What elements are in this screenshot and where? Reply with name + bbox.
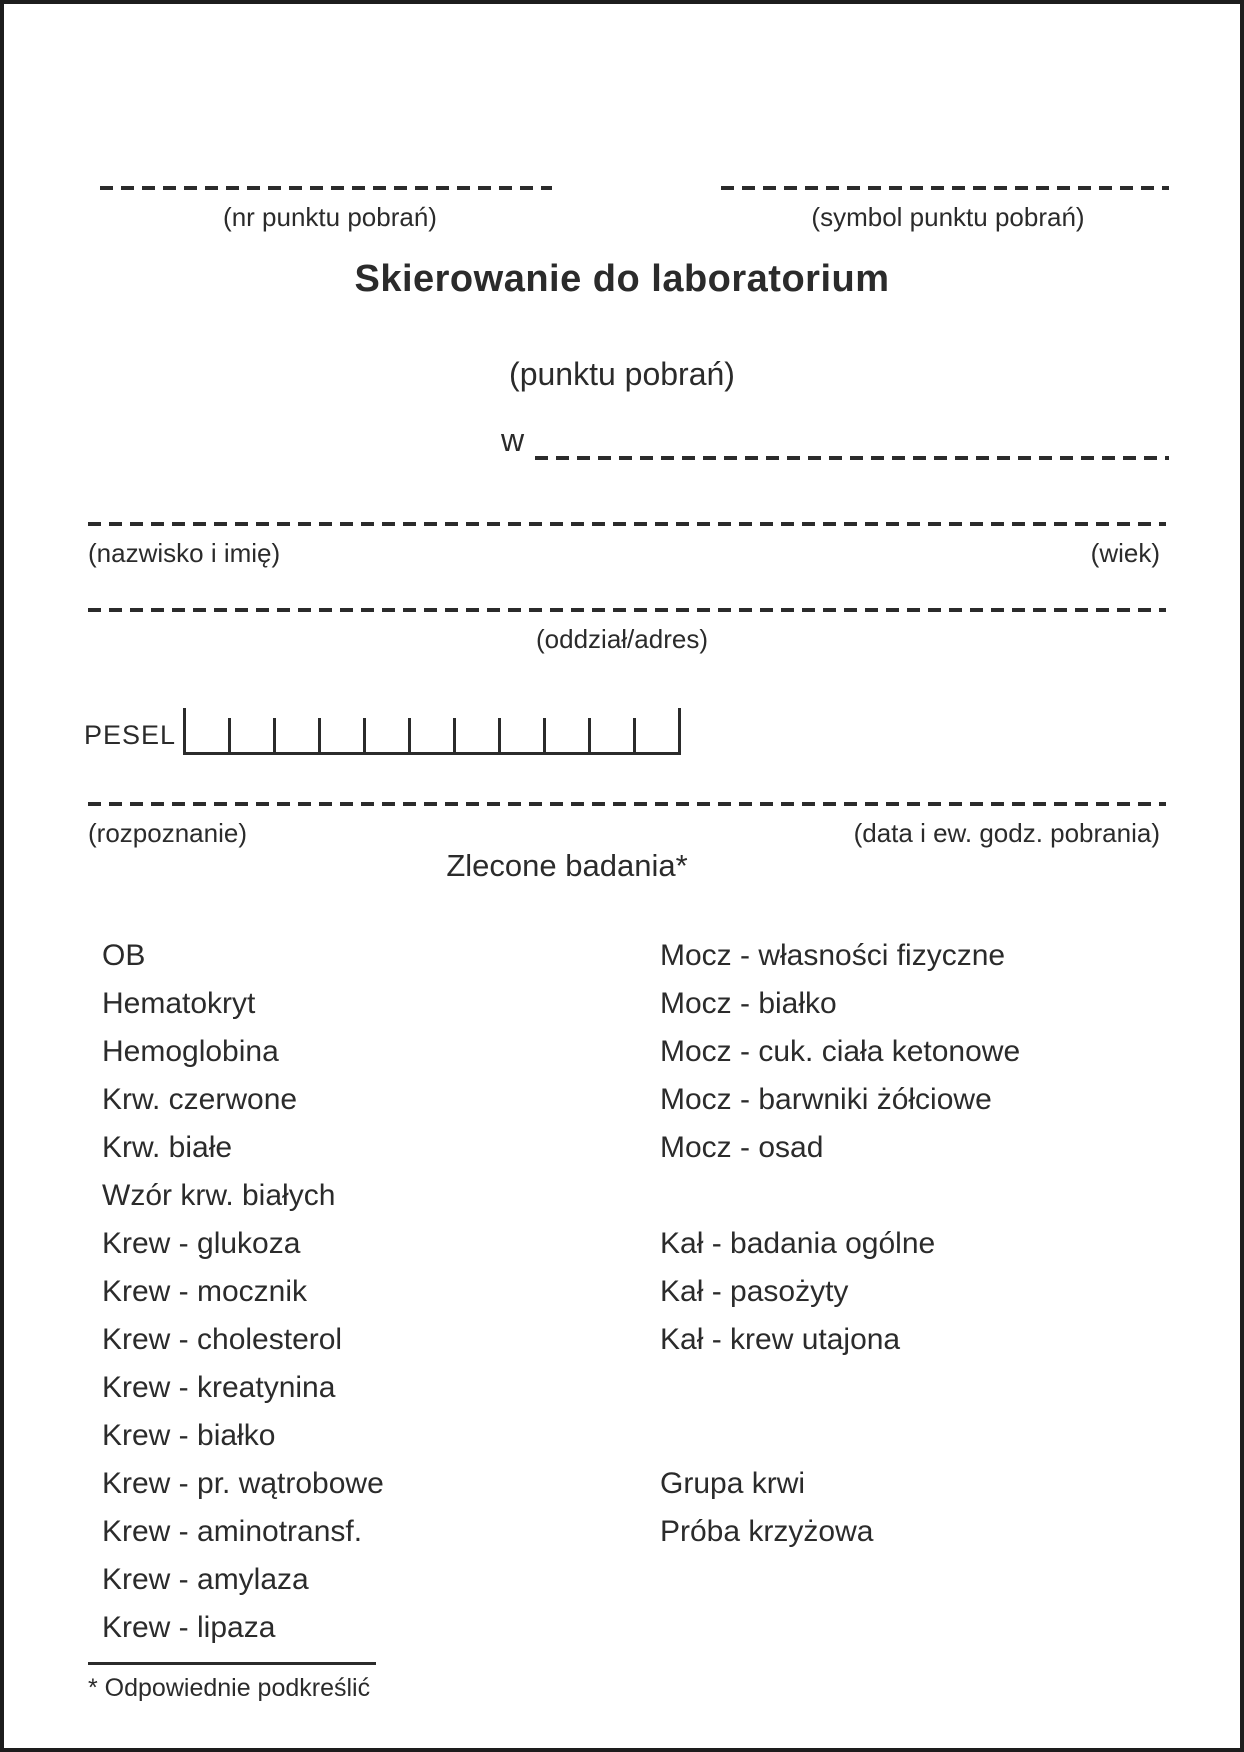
pesel-box-tick [543, 718, 546, 752]
test-item: Kał - pasożyty [660, 1275, 849, 1308]
pesel-box-tick [183, 708, 186, 752]
form-subtitle: (punktu pobrań) [509, 356, 735, 392]
test-item [660, 1172, 1020, 1220]
pesel-box-tick [453, 718, 456, 752]
test-item: Krew - cholesterol [102, 1323, 343, 1356]
location-prefix: w [501, 422, 525, 458]
pesel-box-tick [363, 718, 366, 752]
collection-point-number-line [100, 186, 552, 190]
pesel-box-tick [498, 718, 501, 752]
patient-name-label: (nazwisko i imię) [88, 538, 281, 568]
test-item: Krw. białe [102, 1131, 233, 1164]
patient-name-line [88, 522, 1166, 526]
test-item: Krew - glukoza [102, 1227, 301, 1260]
test-item: Krew - amylaza [102, 1563, 309, 1596]
test-item [660, 1364, 1020, 1412]
test-item: Hemoglobina [102, 1035, 279, 1068]
pesel-box-tick [408, 718, 411, 752]
patient-age-label: (wiek) [1090, 538, 1160, 568]
test-item [660, 1604, 1020, 1652]
test-item: OB [102, 939, 146, 972]
test-item: Kał - badania ogólne [660, 1227, 936, 1260]
pesel-box-tick [228, 718, 231, 752]
test-item [660, 1556, 1020, 1604]
test-item: Mocz - cuk. ciała ketonowe [660, 1035, 1021, 1068]
test-item: Krew - pr. wątrobowe [102, 1467, 384, 1500]
collection-point-number-label: (nr punktu pobrań) [223, 202, 437, 232]
footnote-text: * Odpowiednie podkreślić [88, 1674, 371, 1702]
test-item [660, 1412, 1020, 1460]
footnote-rule [88, 1662, 376, 1665]
test-item: Krw. czerwone [102, 1083, 298, 1116]
test-item: Krew - mocznik [102, 1275, 308, 1308]
test-item: Hematokryt [102, 987, 256, 1020]
ordered-tests-heading: Zlecone badania* [446, 848, 688, 883]
test-item: Krew - białko [102, 1419, 276, 1452]
pesel-box-tick [273, 718, 276, 752]
pesel-box-tick [318, 718, 321, 752]
patient-address-label: (oddział/adres) [536, 624, 708, 654]
collection-point-symbol-line [721, 186, 1169, 190]
location-line [535, 456, 1169, 460]
collection-point-symbol-label: (symbol punktu pobrań) [811, 202, 1085, 232]
pesel-label: PESEL [84, 720, 177, 750]
test-item: Mocz - barwniki żółciowe [660, 1083, 992, 1116]
test-item: Mocz - własności fizyczne [660, 939, 1006, 972]
test-item: Mocz - białko [660, 987, 837, 1020]
pesel-box-tick [678, 708, 681, 752]
test-item: Wzór krw. białych [102, 1179, 336, 1212]
diagnosis-label: (rozpoznanie) [88, 818, 247, 848]
diagnosis-line [88, 802, 1166, 806]
test-item: Próba krzyżowa [660, 1515, 874, 1548]
test-item: Krew - lipaza [102, 1611, 276, 1644]
test-item: Grupa krwi [660, 1467, 806, 1500]
pesel-digit-boxes [183, 708, 681, 755]
test-item: Krew - kreatynina [102, 1371, 336, 1404]
form-title: Skierowanie do laboratorium [354, 258, 890, 300]
test-item: Kał - krew utajona [660, 1323, 901, 1356]
tests-right-column [660, 932, 1020, 1652]
test-item: Mocz - osad [660, 1131, 824, 1164]
pesel-box-tick [588, 718, 591, 752]
pesel-box-tick [633, 718, 636, 752]
patient-address-line [88, 608, 1166, 612]
tests-left-column [102, 932, 384, 1652]
test-item: Krew - aminotransf. [102, 1515, 363, 1548]
collection-date-label: (data i ew. godz. pobrania) [853, 818, 1160, 848]
